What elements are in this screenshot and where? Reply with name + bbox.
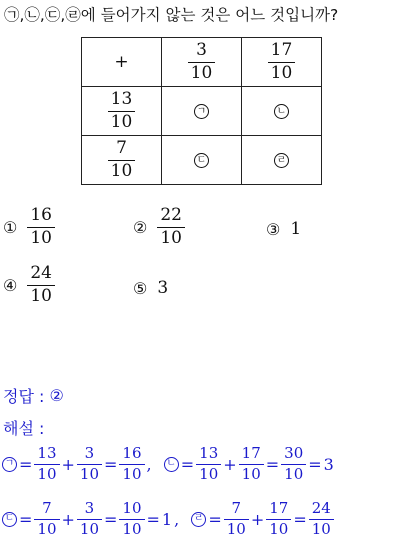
row-header-1: $\frac{13}{10}$ [82, 87, 162, 136]
cell-digeut: ㄷ [162, 136, 242, 185]
option-3[interactable]: ③ 1 [266, 219, 302, 239]
col-header-1: $\frac{3}{10}$ [162, 38, 242, 87]
option-4[interactable]: ④ $\frac{24}{10}$ [3, 265, 55, 306]
option-5[interactable]: ⑤ 3 [133, 278, 169, 298]
option-2[interactable]: ② $\frac{22}{10}$ [133, 207, 185, 248]
table-corner-plus: + [82, 38, 162, 87]
col-header-2: $\frac{17}{10}$ [242, 38, 322, 87]
cell-nieun: ㄴ [242, 87, 322, 136]
question-text: ㉠,㉡,㉢,㉣에 들어가지 않는 것은 어느 것입니까? [4, 6, 339, 24]
cell-giyeok: ㄱ [162, 87, 242, 136]
explanation-label: 해설 : [3, 419, 45, 438]
option-1[interactable]: ① $\frac{16}{10}$ [3, 207, 55, 248]
addition-table [81, 37, 322, 185]
cell-rieul: ㄹ [242, 136, 322, 185]
solution-line-2: ㄷ = $\frac{7}{10}$ + $\frac{3}{10}$ = $\frac{10}{10}$ = 1 , ㄹ = $\frac{7}{10}$ + $\frac{17}{10}$ = $\frac{24}{10}$ [2, 501, 334, 538]
solution-line-1: ㄱ = $\frac{13}{10}$ + $\frac{3}{10}$ = $\frac{16}{10}$ , ㄴ = $\frac{13}{10}$ + $\frac{17}{10}$ = $\frac{30}{10}$ = 3 [2, 446, 334, 483]
row-header-2: $\frac{7}{10}$ [82, 136, 162, 185]
answer-value: ② [49, 386, 64, 405]
answer-line: 정답 : ② [3, 386, 64, 406]
